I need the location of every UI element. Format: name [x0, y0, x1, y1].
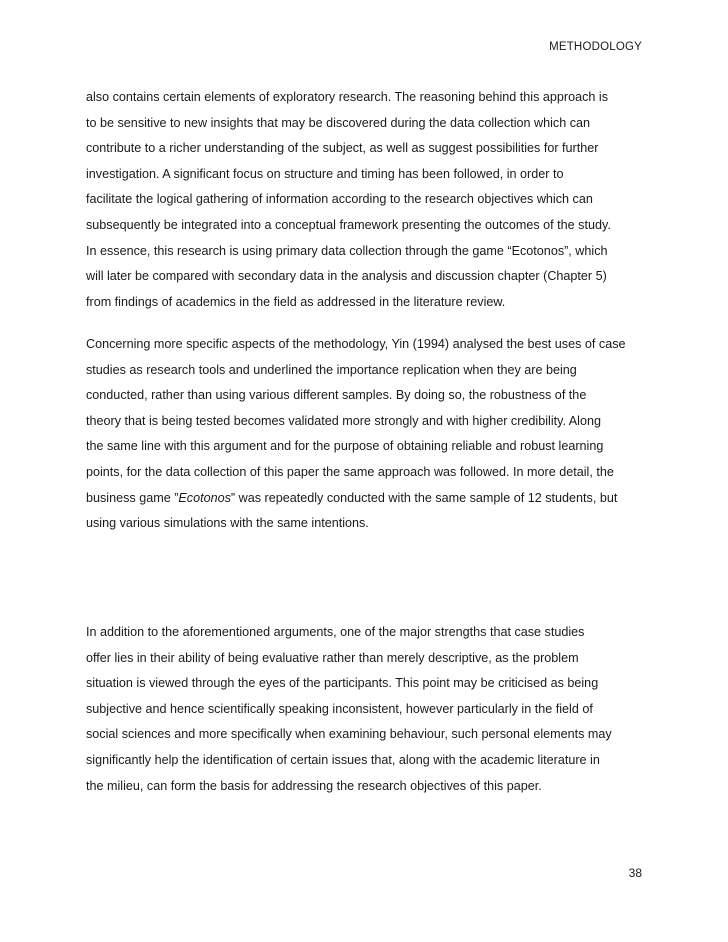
text-line: also contains certain elements of exploratory research. The reasoning behind this approach is [86, 90, 609, 104]
text-line: In addition to the aforementioned arguments, one of the major strengths that case studies [86, 625, 585, 639]
text-line: subsequently be integrated into a conceptual framework presenting the outcomes of the study. [86, 217, 611, 232]
paragraph-case-study-replication [86, 332, 646, 537]
text-line: theory that is being tested becomes validated more strongly and with higher credibility. Along [86, 413, 601, 428]
text-line: facilitate the logical gathering of information according to the research objectives which can [86, 192, 593, 207]
text-line: offer lies in their ability of being evaluative rather than merely descriptive, as the problem [86, 650, 579, 665]
text-line: the milieu, can form the basis for addressing the research objectives of this paper. [86, 778, 542, 793]
text-line: using various simulations with the same intentions. [86, 516, 369, 531]
text-line: significantly help the identification of certain issues that, along with the academic literature in [86, 752, 600, 767]
text-line: the same line with this argument and for the purpose of obtaining reliable and robust learning [86, 439, 604, 454]
text-line [86, 486, 646, 512]
text-line: studies as research tools and underlined the importance replication when they are being [86, 362, 577, 377]
paragraph-case-study-strengths [86, 620, 646, 799]
text-line: Concerning more specific aspects of the methodology, Yin (1994) analysed the best uses of case [86, 337, 626, 351]
running-header: METHODOLOGY [549, 41, 642, 53]
text-line: conducted, rather than using various different samples. By doing so, the robustness of the [86, 388, 587, 403]
text-line: points, for the data collection of this paper the same approach was followed. In more detail, the [86, 464, 614, 479]
text-line: will later be compared with secondary data in the analysis and discussion chapter (Chapter 5) [86, 269, 607, 284]
text-line: from findings of academics in the field as addressed in the literature review. [86, 294, 506, 309]
text-line: social sciences and more specifically when examining behaviour, such personal elements may [86, 727, 612, 742]
text-line: situation is viewed through the eyes of the participants. This point may be criticised as being [86, 676, 599, 691]
text-run: ” was repeatedly conducted with the same sample of 12 students, but [230, 490, 618, 505]
text-line: In essence, this research is using primary data collection through the game “Ecotonos”, which [86, 243, 608, 258]
paragraph-exploratory-research [86, 85, 646, 315]
text-line: investigation. A significant focus on structure and timing has been followed, in order to [86, 166, 564, 181]
text-line: contribute to a richer understanding of the subject, as well as suggest possibilities for further [86, 141, 599, 156]
game-title-italic: Ecotonos [178, 490, 231, 505]
text-run: business game ” [86, 490, 179, 505]
page-number: 38 [628, 866, 642, 880]
text-line: subjective and hence scientifically speaking inconsistent, however particularly in the field of [86, 701, 593, 716]
text-line: to be sensitive to new insights that may be discovered during the data collection which can [86, 115, 591, 130]
